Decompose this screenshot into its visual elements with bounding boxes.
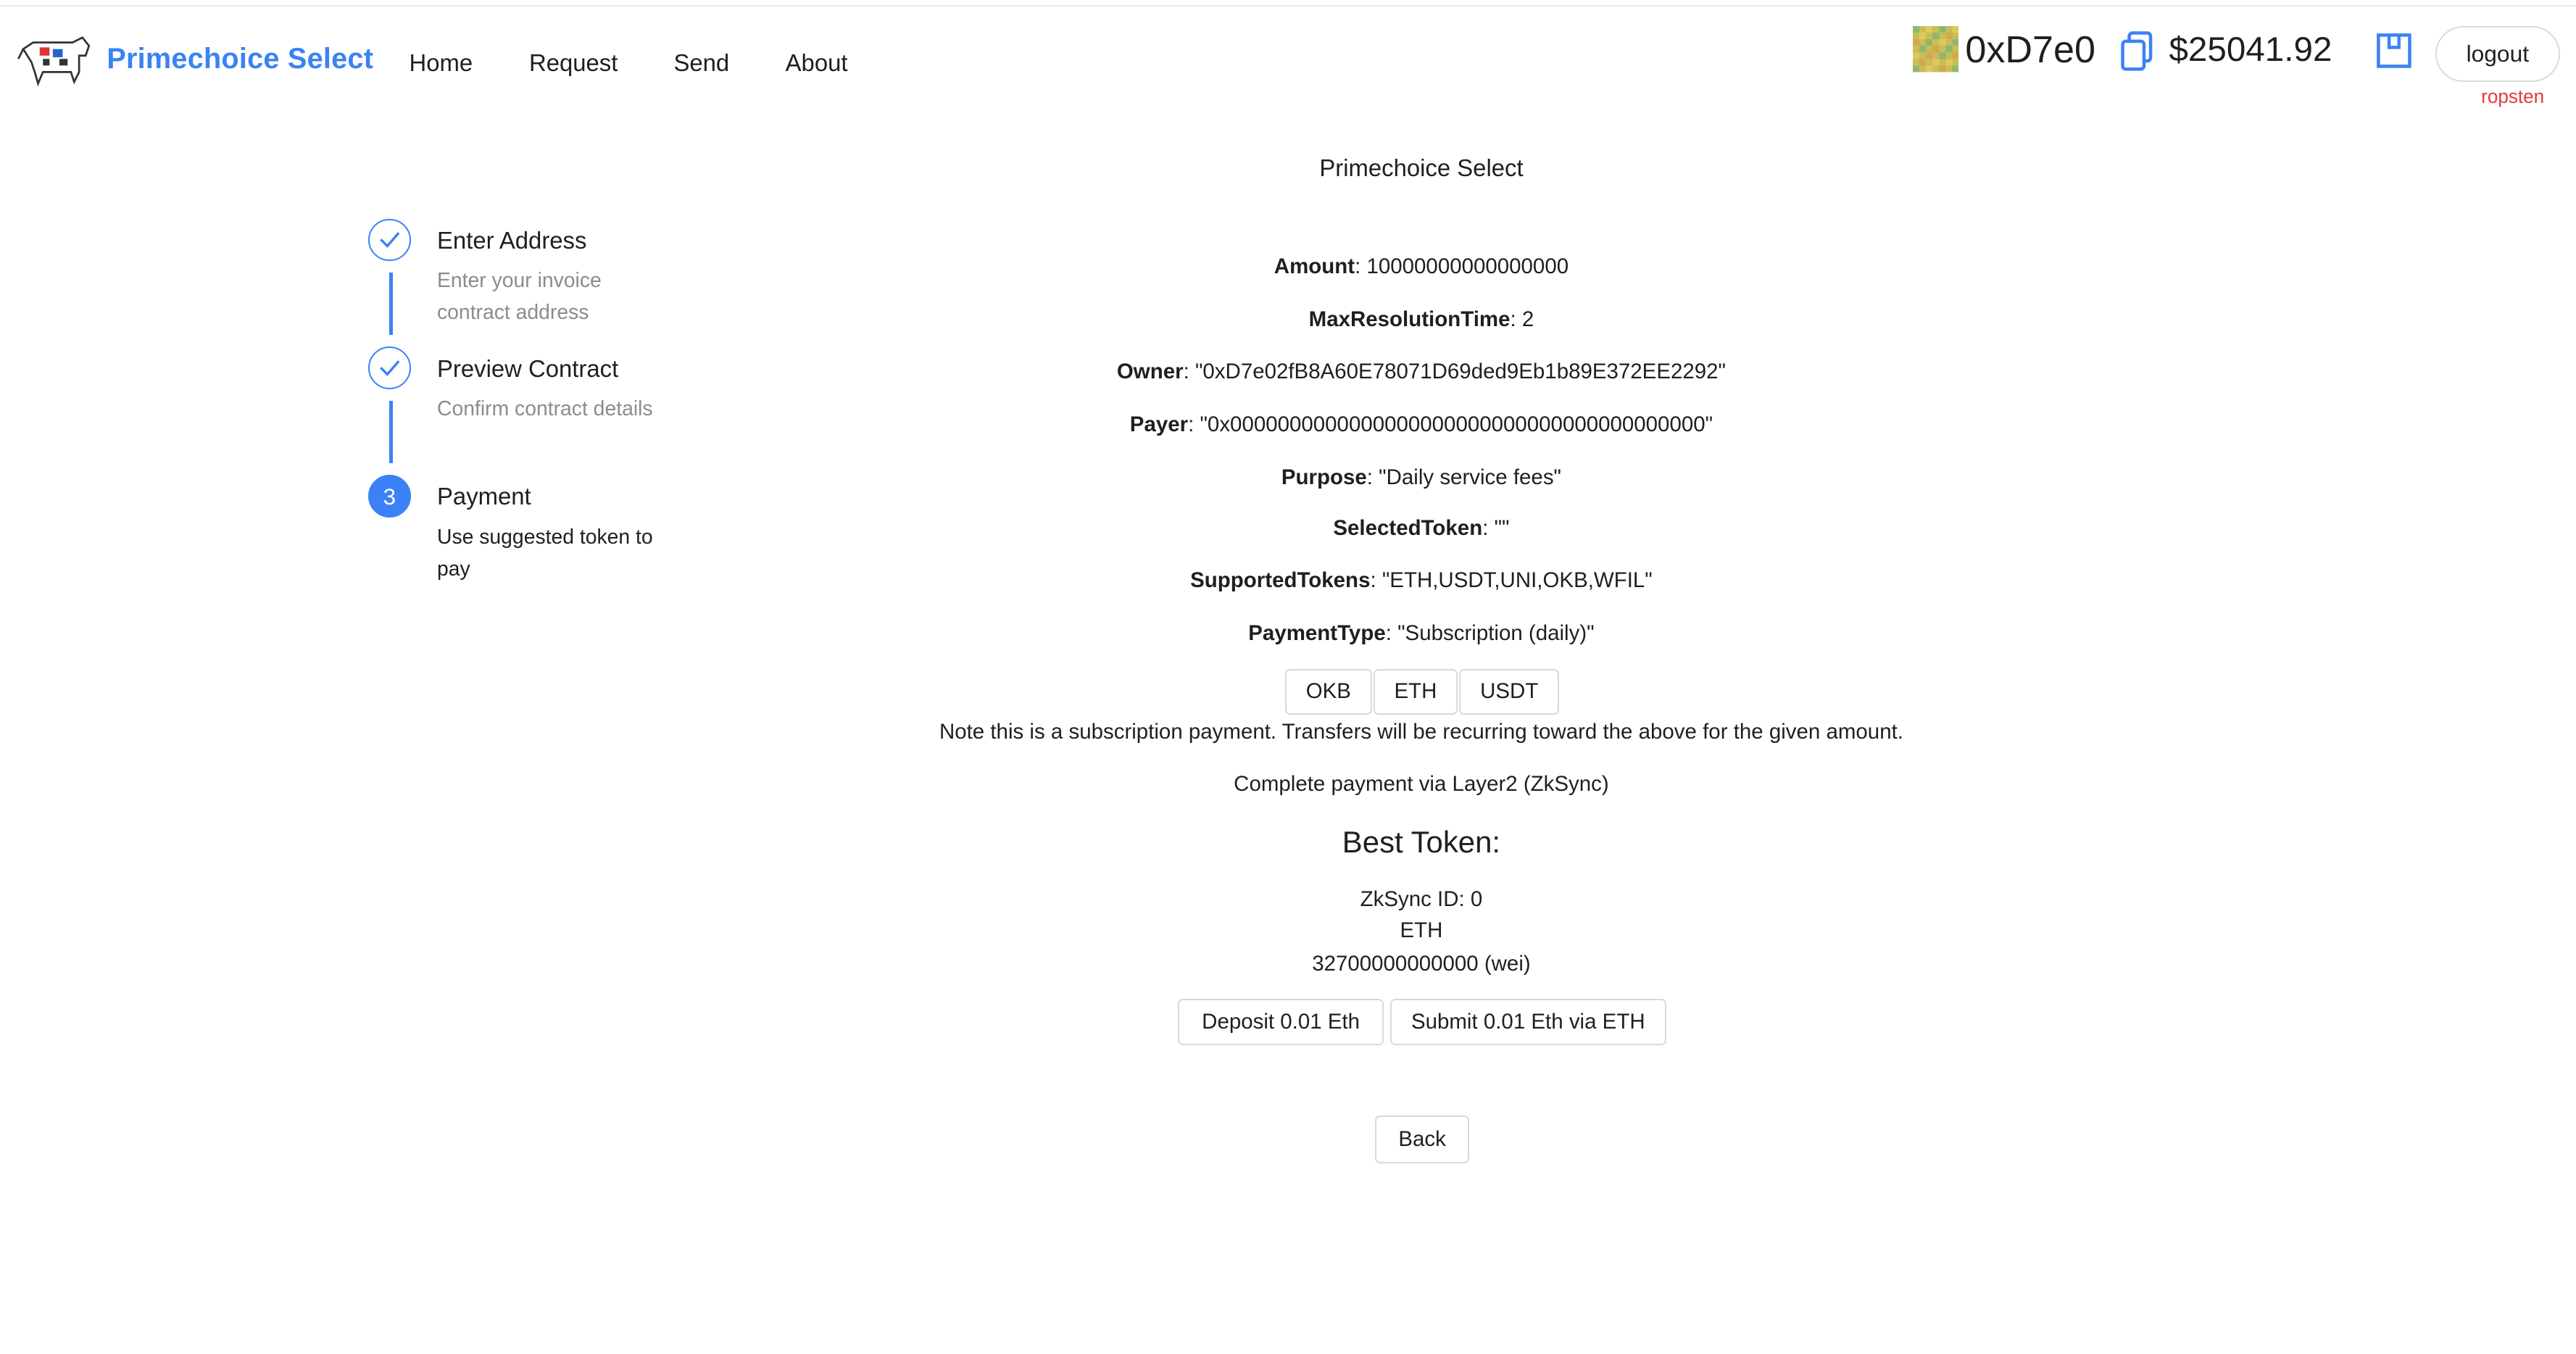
detail-label: Purpose xyxy=(1281,465,1367,489)
best-token-symbol: ETH xyxy=(1400,918,1443,943)
cow-logo-icon[interactable] xyxy=(17,33,92,88)
account-address: 0xD7e0 xyxy=(1965,28,2095,71)
step-3-description: Use suggested token to pay xyxy=(437,525,653,581)
detail-value: : "" xyxy=(1482,515,1510,540)
step-1-description: Enter your invoice contract address xyxy=(437,268,602,325)
copy-icon[interactable] xyxy=(2119,30,2156,72)
step-2-title: Preview Contract xyxy=(437,354,619,382)
detail-label: Owner xyxy=(1116,360,1184,384)
step-2-description: Confirm contract details xyxy=(437,396,653,420)
account-balance: $25041.92 xyxy=(2169,30,2332,69)
identicon-avatar xyxy=(1913,26,1958,72)
brand-name[interactable]: Primechoice Select xyxy=(107,42,374,75)
nav-send[interactable]: Send xyxy=(673,49,730,76)
contract-max-resolution-time xyxy=(0,307,2576,332)
detail-value: : "Daily service fees" xyxy=(1366,465,1562,489)
step-3-number: 3 xyxy=(368,475,411,518)
back-button[interactable]: Back xyxy=(1375,1116,1468,1163)
detail-value: : "Subscription (daily)" xyxy=(1385,620,1595,645)
detail-value: : "ETH,USDT,UNI,OKB,WFIL" xyxy=(1370,568,1653,593)
wallet-icon[interactable] xyxy=(2376,33,2412,69)
network-label: ropsten xyxy=(2481,85,2545,107)
token-button-eth[interactable]: ETH xyxy=(1374,669,1458,715)
token-button-okb[interactable]: OKB xyxy=(1285,669,1372,715)
nav-home[interactable]: Home xyxy=(409,49,473,76)
best-token-amount: 32700000000000 (wei) xyxy=(1312,951,1531,976)
detail-label: Amount xyxy=(1274,254,1355,279)
zksync-id: ZkSync ID: 0 xyxy=(1360,887,1483,912)
detail-label: SelectedToken xyxy=(1333,515,1483,540)
best-token-heading: Best Token: xyxy=(1342,825,1501,860)
detail-label: MaxResolutionTime xyxy=(1308,307,1511,331)
contract-owner xyxy=(0,360,2576,384)
contract-payment-type xyxy=(0,621,2576,646)
app-header xyxy=(0,0,2576,131)
deposit-button[interactable]: Deposit 0.01 Eth xyxy=(1178,999,1383,1044)
subscription-note: Note this is a subscription payment. Transfers will be recurring toward the above for the given amount. xyxy=(939,719,1903,744)
step-3-title: Payment xyxy=(437,483,531,510)
contract-payer xyxy=(0,412,2576,437)
nav-request[interactable]: Request xyxy=(528,49,618,76)
page-title: Primechoice Select xyxy=(1319,154,1524,182)
token-button-usdt[interactable]: USDT xyxy=(1459,669,1559,715)
contract-supported-tokens xyxy=(0,568,2576,593)
contract-amount xyxy=(0,254,2576,279)
logout-button[interactable]: logout xyxy=(2435,26,2560,82)
detail-value: : "0x0000000000000000000000000000000000000000" xyxy=(1188,412,1713,437)
detail-value: : "0xD7e02fB8A60E78071D69ded9Eb1b89E372EE2292" xyxy=(1183,360,1727,384)
contract-purpose xyxy=(0,465,2576,490)
detail-label: PaymentType xyxy=(1248,620,1386,645)
nav-about[interactable]: About xyxy=(785,49,848,76)
detail-value: : 2 xyxy=(1510,307,1534,331)
detail-label: SupportedTokens xyxy=(1190,568,1371,593)
step-1-title: Enter Address xyxy=(437,226,587,254)
layer2-note: Complete payment via Layer2 (ZkSync) xyxy=(1234,772,1609,797)
detail-value: : 10000000000000000 xyxy=(1355,254,1569,279)
contract-selected-token xyxy=(0,516,2576,541)
submit-button[interactable]: Submit 0.01 Eth via ETH xyxy=(1390,999,1666,1044)
detail-label: Payer xyxy=(1129,412,1189,437)
